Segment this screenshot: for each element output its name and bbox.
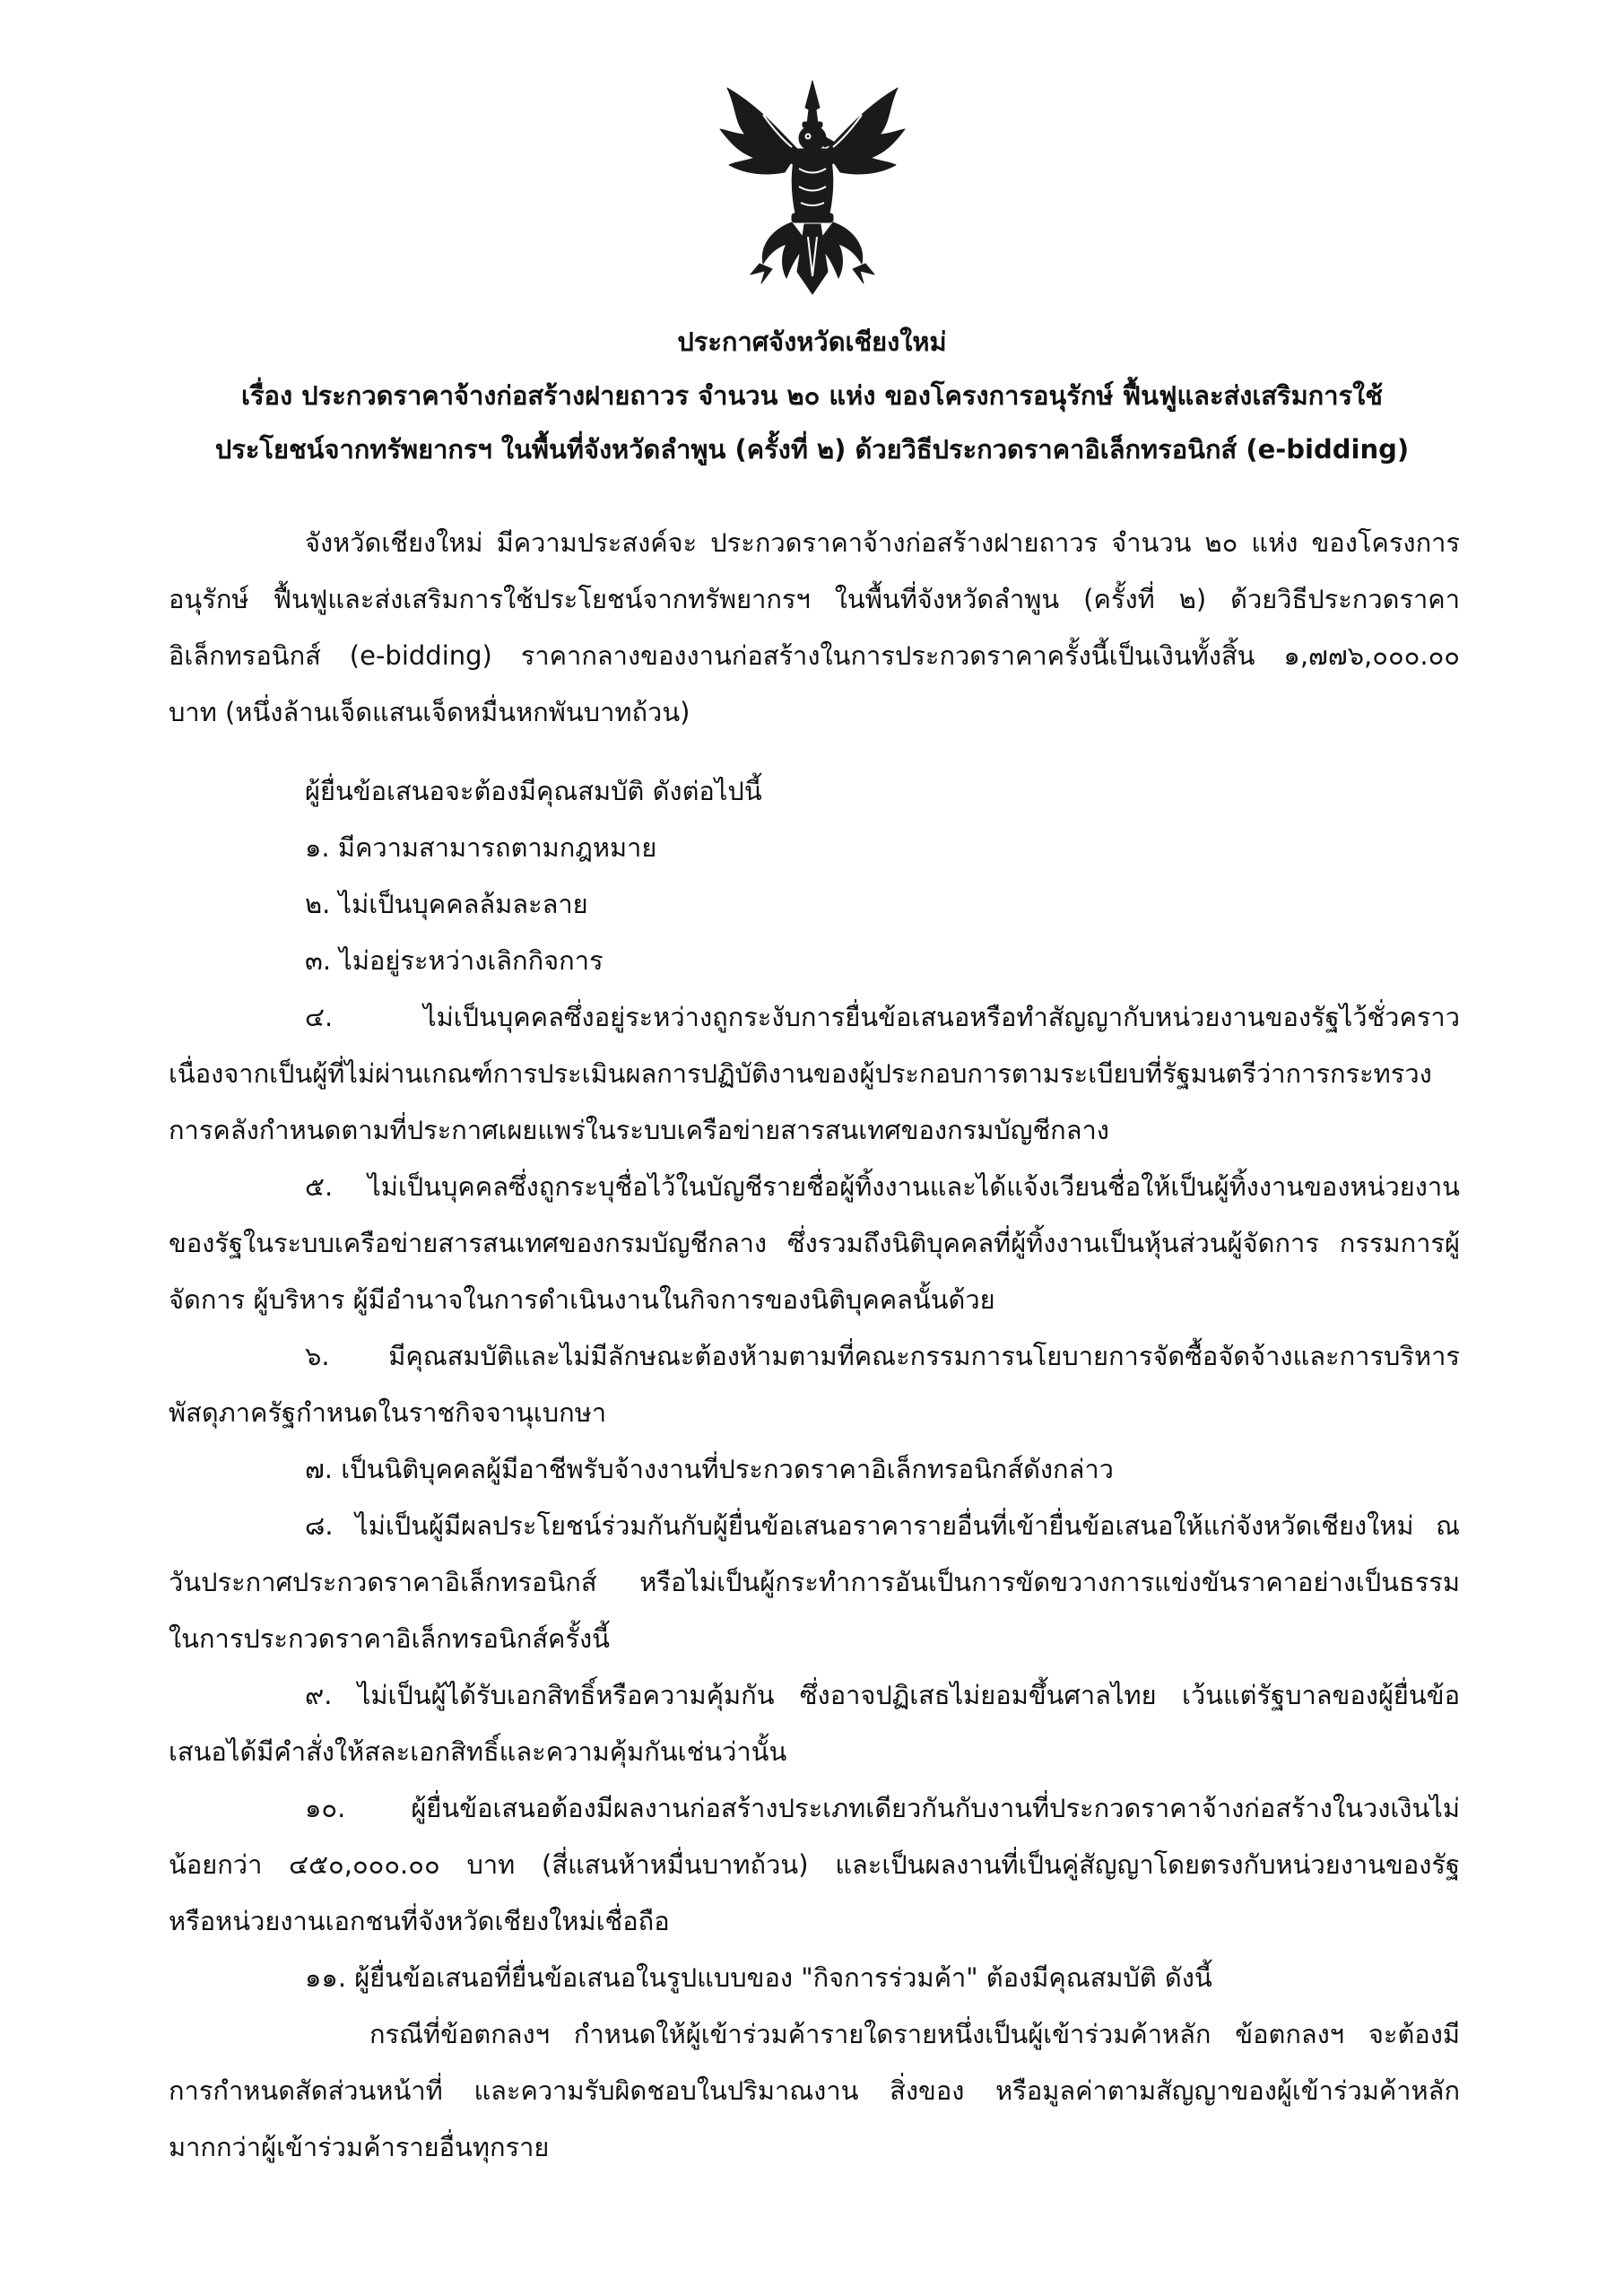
announcement-title: ประกาศจังหวัดเชียงใหม่ bbox=[677, 326, 947, 357]
item-10-line-1: ๑๐. ผู้ยื่นข้อเสนอต้องมีผลงานก่อสร้างประเภทเดียวกันกับงานที่ประกวดราคาจ้างก่อสร้างในวงเงินไม่ bbox=[305, 1793, 1460, 1823]
joint-venture-line-3: มากกว่าผู้เข้าร่วมค้ารายอื่นทุกราย bbox=[169, 2132, 550, 2162]
subject-line-2: ประโยชน์จากทรัพยากรฯ ในพื้นที่จังหวัดลำพูน (ครั้งที่ ๒) ด้วยวิธีประกวดราคาอิเล็กทรอนิกส์ (e-bidding) bbox=[214, 434, 1410, 465]
item-8-line-2: วันประกาศประกวดราคาอิเล็กทรอนิกส์ หรือไม่เป็นผู้กระทำการอันเป็นการขัดขวางการแข่งขันราคาอย่างเป็นธรรม bbox=[169, 1567, 1460, 1597]
item-5-line-2: ของรัฐในระบบเครือข่ายสารสนเทศของกรมบัญชีกลาง ซึ่งรวมถึงนิติบุคคลที่ผู้ทิ้งงานเป็นหุ้นส่วนผู้จัดการ กรรมการผู้ bbox=[169, 1228, 1460, 1258]
item-4-line-3: การคลังกำหนดตามที่ประกาศเผยแพร่ในระบบเครือข่ายสารสนเทศของกรมบัญชีกลาง bbox=[169, 1115, 1109, 1145]
item-8-line-1: ๘. ไม่เป็นผู้มีผลประโยชน์ร่วมกันกับผู้ยื่นข้อเสนอราคารายอื่นที่เข้ายื่นข้อเสนอให้แก่จังหวัดเชียงใหม่ ณ bbox=[305, 1510, 1460, 1541]
intro-line-1: จังหวัดเชียงใหม่ มีความประสงค์จะ ประกวดราคาจ้างก่อสร้างฝายถาวร จำนวน ๒๐ แห่ง ของโครงการ bbox=[305, 527, 1460, 558]
qualification-item-11: ๑๑. ผู้ยื่นข้อเสนอที่ยื่นข้อเสนอในรูปแบบของ "กิจการร่วมค้า" ต้องมีคุณสมบัติ ดังนี้ bbox=[305, 1962, 1212, 1993]
subject-line-1: เรื่อง ประกวดราคาจ้างก่อสร้างฝายถาวร จำนวน ๒๐ แห่ง ของโครงการอนุรักษ์ ฟื้นฟูและส่งเสริมการใช้ bbox=[241, 380, 1383, 411]
intro-line-3: อิเล็กทรอนิกส์ (e-bidding) ราคากลางของงานก่อสร้างในการประกวดราคาครั้งนี้เป็นเงินทั้งสิ้น ๑,๗๗๖,๐๐๐.๐๐ bbox=[169, 640, 1460, 671]
item-5-line-1: ๕. ไม่เป็นบุคคลซึ่งถูกระบุชื่อไว้ในบัญชีรายชื่อผู้ทิ้งงานและได้แจ้งเวียนชื่อให้เป็นผู้ทิ้งงานของหน่วยงาน bbox=[305, 1171, 1460, 1202]
joint-venture-line-1: กรณีที่ข้อตกลงฯ กำหนดให้ผู้เข้าร่วมค้ารายใดรายหนึ่งเป็นผู้เข้าร่วมค้าหลัก ข้อตกลงฯ จะต้องมี bbox=[369, 2019, 1460, 2049]
item-4-line-2: เนื่องจากเป็นผู้ที่ไม่ผ่านเกณฑ์การประเมินผลการปฏิบัติงานของผู้ประกอบการตามระเบียบที่รัฐมนตรีว่าการกระทรวง bbox=[169, 1058, 1432, 1089]
item-8-line-3: ในการประกวดราคาอิเล็กทรอนิกส์ครั้งนี้ bbox=[169, 1623, 610, 1654]
qualification-item-2: ๒. ไม่เป็นบุคคลล้มละลาย bbox=[305, 889, 588, 919]
item-6-line-1: ๖. มีคุณสมบัติและไม่มีลักษณะต้องห้ามตามที่คณะกรรมการนโยบายการจัดซื้อจัดจ้างและการบริหาร bbox=[305, 1341, 1460, 1371]
item-9-line-2: เสนอได้มีคำสั่งให้สละเอกสิทธิ์และความคุ้มกันเช่นว่านั้น bbox=[169, 1736, 787, 1767]
item-10-line-2: น้อยกว่า ๔๕๐,๐๐๐.๐๐ บาท (สี่แสนห้าหมื่นบาทถ้วน) และเป็นผลงานที่เป็นคู่สัญญาโดยตรงกับหน่วยงานของรัฐ bbox=[169, 1849, 1460, 1880]
intro-line-2: อนุรักษ์ ฟื้นฟูและส่งเสริมการใช้ประโยชน์จากทรัพยากรฯ ในพื้นที่จังหวัดลำพูน (ครั้งที่ ๒) ด้วยวิธีประกวดราคา bbox=[169, 584, 1460, 614]
qualification-item-7: ๗. เป็นนิติบุคคลผู้มีอาชีพรับจ้างงานที่ประกวดราคาอิเล็กทรอนิกส์ดังกล่าว bbox=[305, 1454, 1114, 1484]
item-5-line-3: จัดการ ผู้บริหาร ผู้มีอำนาจในการดำเนินงานในกิจการของนิติบุคคลนั้นด้วย bbox=[169, 1284, 995, 1315]
qualification-item-1: ๑. มีความสามารถตามกฎหมาย bbox=[305, 832, 657, 863]
item-9-line-1: ๙. ไม่เป็นผู้ได้รับเอกสิทธิ์หรือความคุ้มกัน ซึ่งอาจปฏิเสธไม่ยอมขึ้นศาลไทย เว้นแต่รัฐบาลของผู้ยื่นข้อ bbox=[305, 1680, 1460, 1710]
qualification-item-3: ๓. ไม่อยู่ระหว่างเลิกกิจการ bbox=[305, 945, 604, 976]
item-10-line-3: หรือหน่วยงานเอกชนที่จังหวัดเชียงใหม่เชื่อถือ bbox=[169, 1906, 670, 1936]
item-6-line-2: พัสดุภาครัฐกำหนดในราชกิจจานุเบกษา bbox=[169, 1397, 607, 1428]
item-4-line-1: ๔. ไม่เป็นบุคคลซึ่งอยู่ระหว่างถูกระงับการยื่นข้อเสนอหรือทำสัญญากับหน่วยงานของรัฐไว้ชั่วคราว bbox=[305, 1002, 1460, 1032]
qualifications-heading: ผู้ยื่นข้อเสนอจะต้องมีคุณสมบัติ ดังต่อไปนี้ bbox=[305, 776, 762, 806]
garuda-emblem-icon bbox=[709, 79, 916, 299]
intro-line-4: บาท (หนึ่งล้านเจ็ดแสนเจ็ดหมื่นหกพันบาทถ้วน) bbox=[169, 697, 690, 727]
joint-venture-line-2: การกำหนดสัดส่วนหน้าที่ และความรับผิดชอบในปริมาณงาน สิ่งของ หรือมูลค่าตามสัญญาของผู้เข้าร่วมค้าหลัก bbox=[169, 2075, 1460, 2106]
